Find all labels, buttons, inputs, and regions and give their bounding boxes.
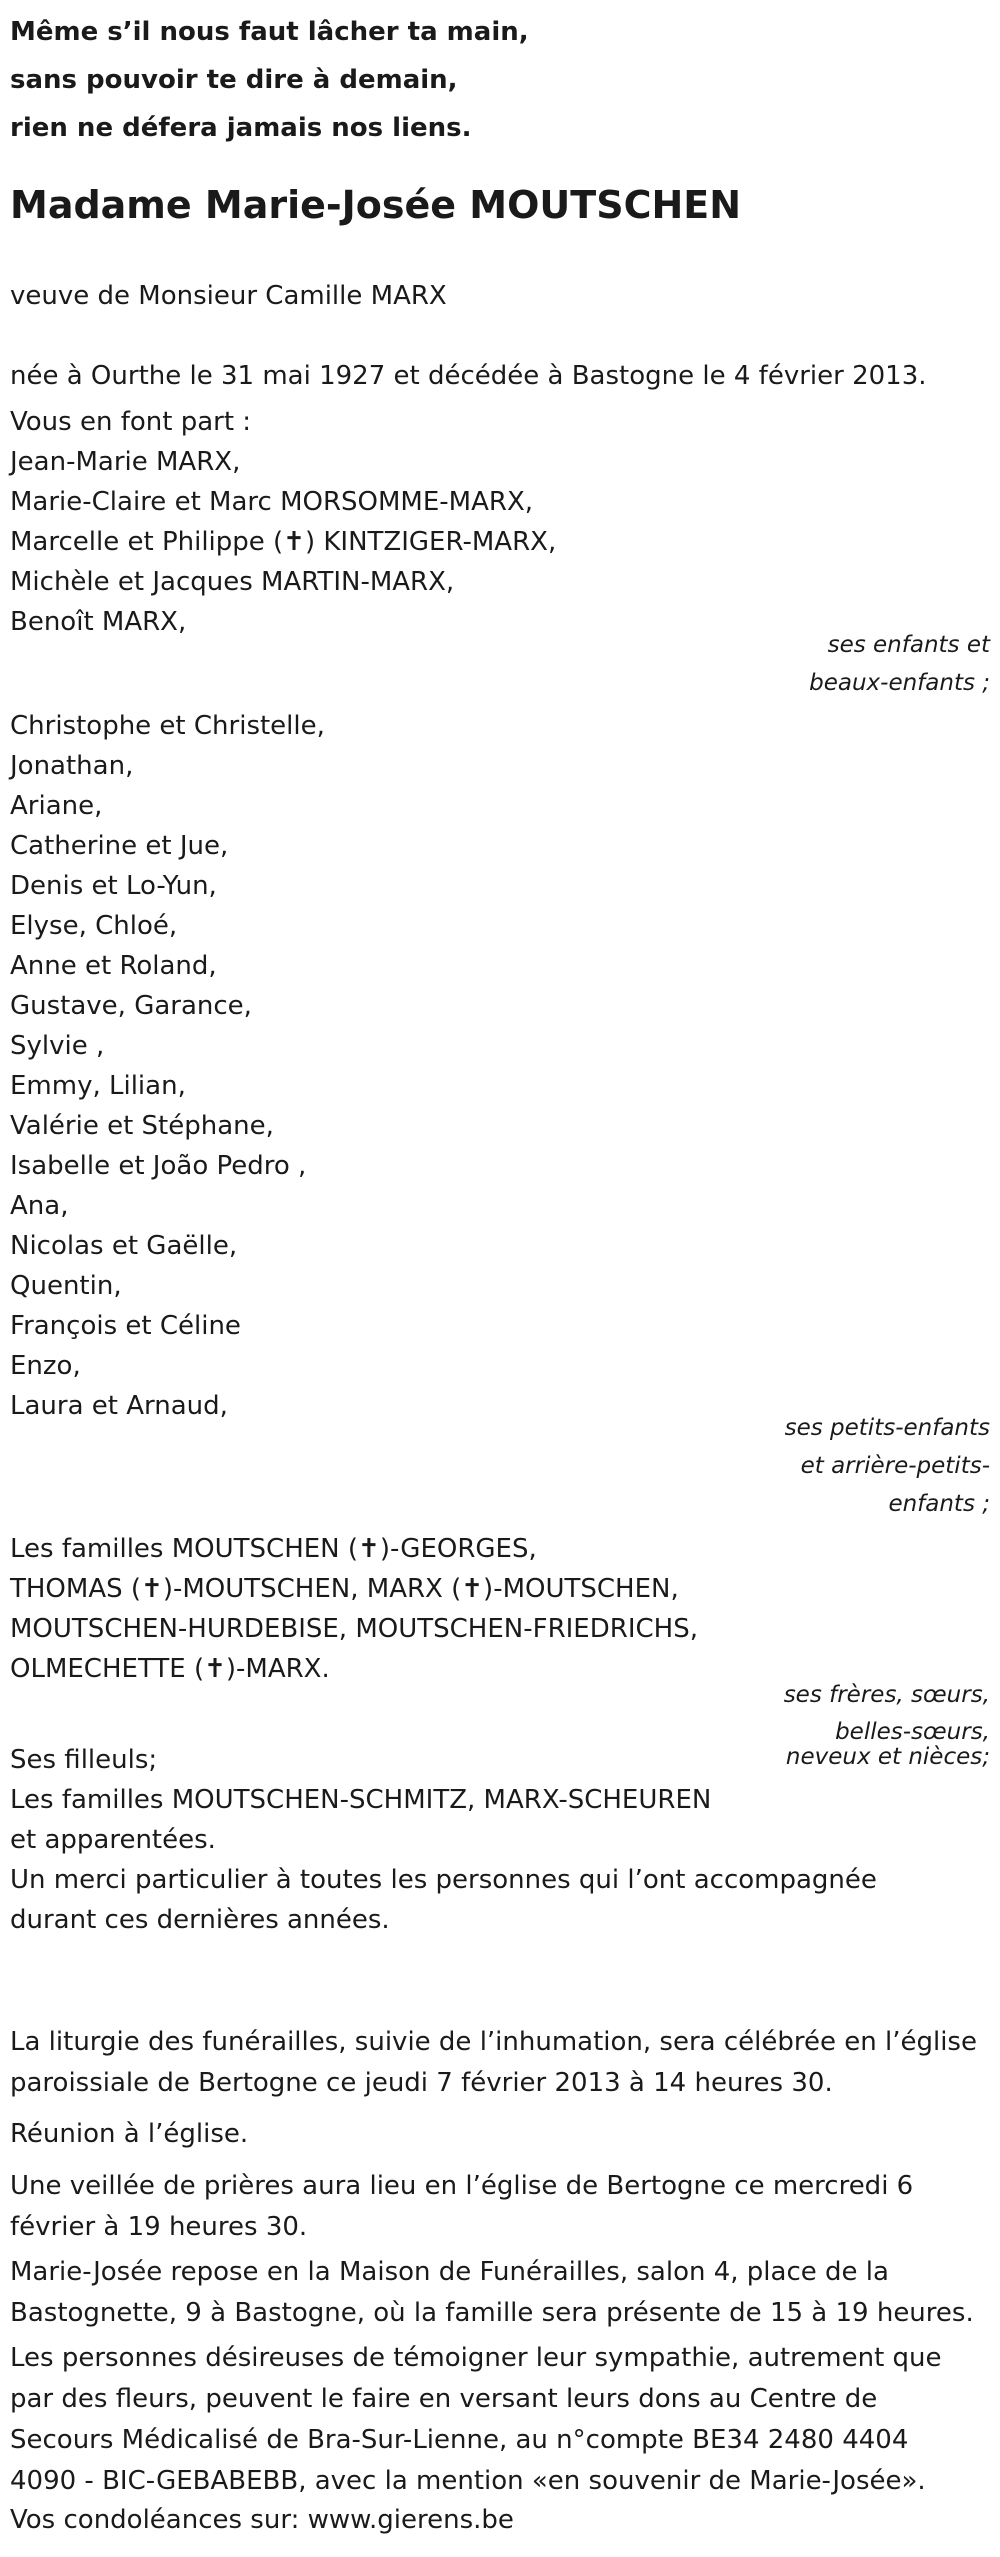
text-line: par des fleurs, peuvent le faire en versant leurs dons au Centre de — [10, 2384, 878, 2414]
list-item: Anne et Roland, — [10, 951, 217, 981]
list-item: Ana, — [10, 1191, 69, 1221]
reunion-note: Réunion à l’église. — [10, 2119, 249, 2149]
grandchildren-list — [10, 706, 325, 1426]
list-item: Valérie et Stéphane, — [10, 1111, 274, 1141]
birth-death-dates: née à Ourthe le 31 mai 1927 et décédée à Bastogne le 4 février 2013. — [10, 361, 927, 391]
list-item: Quentin, — [10, 1271, 122, 1301]
list-item: Gustave, Garance, — [10, 991, 252, 1021]
list-item: Nicolas et Gaëlle, — [10, 1231, 238, 1261]
poem-line: Même s’il nous faut lâcher ta main, — [10, 17, 529, 47]
donations-paragraph — [10, 2338, 970, 2502]
relation-line: ses frères, sœurs, — [783, 1682, 990, 1708]
text-line: Secours Médicalisé de Bra-Sur-Lienne, au n°compte BE34 2480 4404 — [10, 2425, 909, 2455]
list-item: Jonathan, — [10, 751, 134, 781]
announcement-heading: Vous en font part : — [10, 407, 252, 437]
children-list — [10, 442, 556, 642]
list-item: Benoît MARX, — [10, 607, 187, 637]
text-line: Une veillée de prières aura lieu en l’église de Bertogne ce mercredi 6 — [10, 2171, 914, 2201]
text-line: Les personnes désireuses de témoigner leur sympathie, autrement que — [10, 2343, 942, 2373]
poem-line: sans pouvoir te dire à demain, — [10, 65, 458, 95]
text-line: Bastognette, 9 à Bastogne, où la famille sera présente de 15 à 19 heures. — [10, 2298, 974, 2328]
families-list — [10, 1529, 698, 1689]
vigil-paragraph — [10, 2166, 970, 2248]
list-item: Michèle et Jacques MARTIN-MARX, — [10, 567, 455, 597]
list-item: Christophe et Christelle, — [10, 711, 325, 741]
list-item: Ariane, — [10, 791, 103, 821]
relation-line: neveux et nièces; — [785, 1744, 990, 1770]
list-item: Les familles MOUTSCHEN (✝)-GEORGES, — [10, 1534, 537, 1564]
text-line: durant ces dernières années. — [10, 1905, 390, 1935]
list-item: Sylvie , — [10, 1031, 105, 1061]
list-item: THOMAS (✝)-MOUTSCHEN, MARX (✝)-MOUTSCHEN, — [10, 1574, 679, 1604]
list-item: Enzo, — [10, 1351, 81, 1381]
list-item: Jean-Marie MARX, — [10, 447, 241, 477]
list-item: Laura et Arnaud, — [10, 1391, 228, 1421]
text-line: Ses filleuls; — [10, 1745, 158, 1775]
list-item: OLMECHETTE (✝)-MARX. — [10, 1654, 330, 1684]
condolences-line: Vos condoléances sur: www.gierens.be — [10, 2505, 514, 2535]
godchildren-block — [10, 1740, 877, 1940]
list-item: Emmy, Lilian, — [10, 1071, 186, 1101]
children-relation — [809, 626, 990, 702]
widow-of: veuve de Monsieur Camille MARX — [10, 281, 447, 311]
text-line: paroissiale de Bertogne ce jeudi 7 février 2013 à 14 heures 30. — [10, 2068, 833, 2098]
list-item: Denis et Lo-Yun, — [10, 871, 217, 901]
relation-line: ses enfants et — [827, 632, 990, 658]
poem-line: rien ne défera jamais nos liens. — [10, 113, 472, 143]
repose-paragraph — [10, 2252, 974, 2334]
relation-line: enfants ; — [888, 1491, 990, 1517]
text-line: 4090 - BIC-GEBABEBB, avec la mention «en souvenir de Marie-Josée». — [10, 2466, 926, 2496]
relation-line: belles-sœurs, — [835, 1719, 990, 1745]
opening-poem — [10, 8, 529, 152]
deceased-name: Madame Marie-Josée MOUTSCHEN — [10, 183, 742, 227]
relation-line: ses petits-enfants — [784, 1415, 990, 1441]
text-line: La liturgie des funérailles, suivie de l’inhumation, sera célébrée en l’église — [10, 2027, 977, 2057]
list-item: Marie-Claire et Marc MORSOMME-MARX, — [10, 487, 534, 517]
list-item: Marcelle et Philippe (✝) KINTZIGER-MARX, — [10, 527, 557, 557]
relation-line: beaux-enfants ; — [809, 670, 990, 696]
list-item: Catherine et Jue, — [10, 831, 229, 861]
text-line: Les familles MOUTSCHEN-SCHMITZ, MARX-SCHEUREN — [10, 1785, 712, 1815]
text-line: Un merci particulier à toutes les personnes qui l’ont accompagnée — [10, 1865, 877, 1895]
list-item: Elyse, Chloé, — [10, 911, 178, 941]
grandchildren-relation — [785, 1409, 990, 1523]
liturgy-paragraph — [10, 2022, 977, 2104]
list-item: MOUTSCHEN-HURDEBISE, MOUTSCHEN-FRIEDRICHS, — [10, 1614, 698, 1644]
list-item: Isabelle et João Pedro , — [10, 1151, 307, 1181]
text-line: février à 19 heures 30. — [10, 2212, 308, 2242]
list-item: François et Céline — [10, 1311, 241, 1341]
families-relation — [784, 1676, 990, 1714]
text-line: et apparentées. — [10, 1825, 216, 1855]
relation-line: et arrière-petits- — [800, 1453, 990, 1479]
text-line: Marie-Josée repose en la Maison de Funérailles, salon 4, place de la — [10, 2257, 889, 2287]
